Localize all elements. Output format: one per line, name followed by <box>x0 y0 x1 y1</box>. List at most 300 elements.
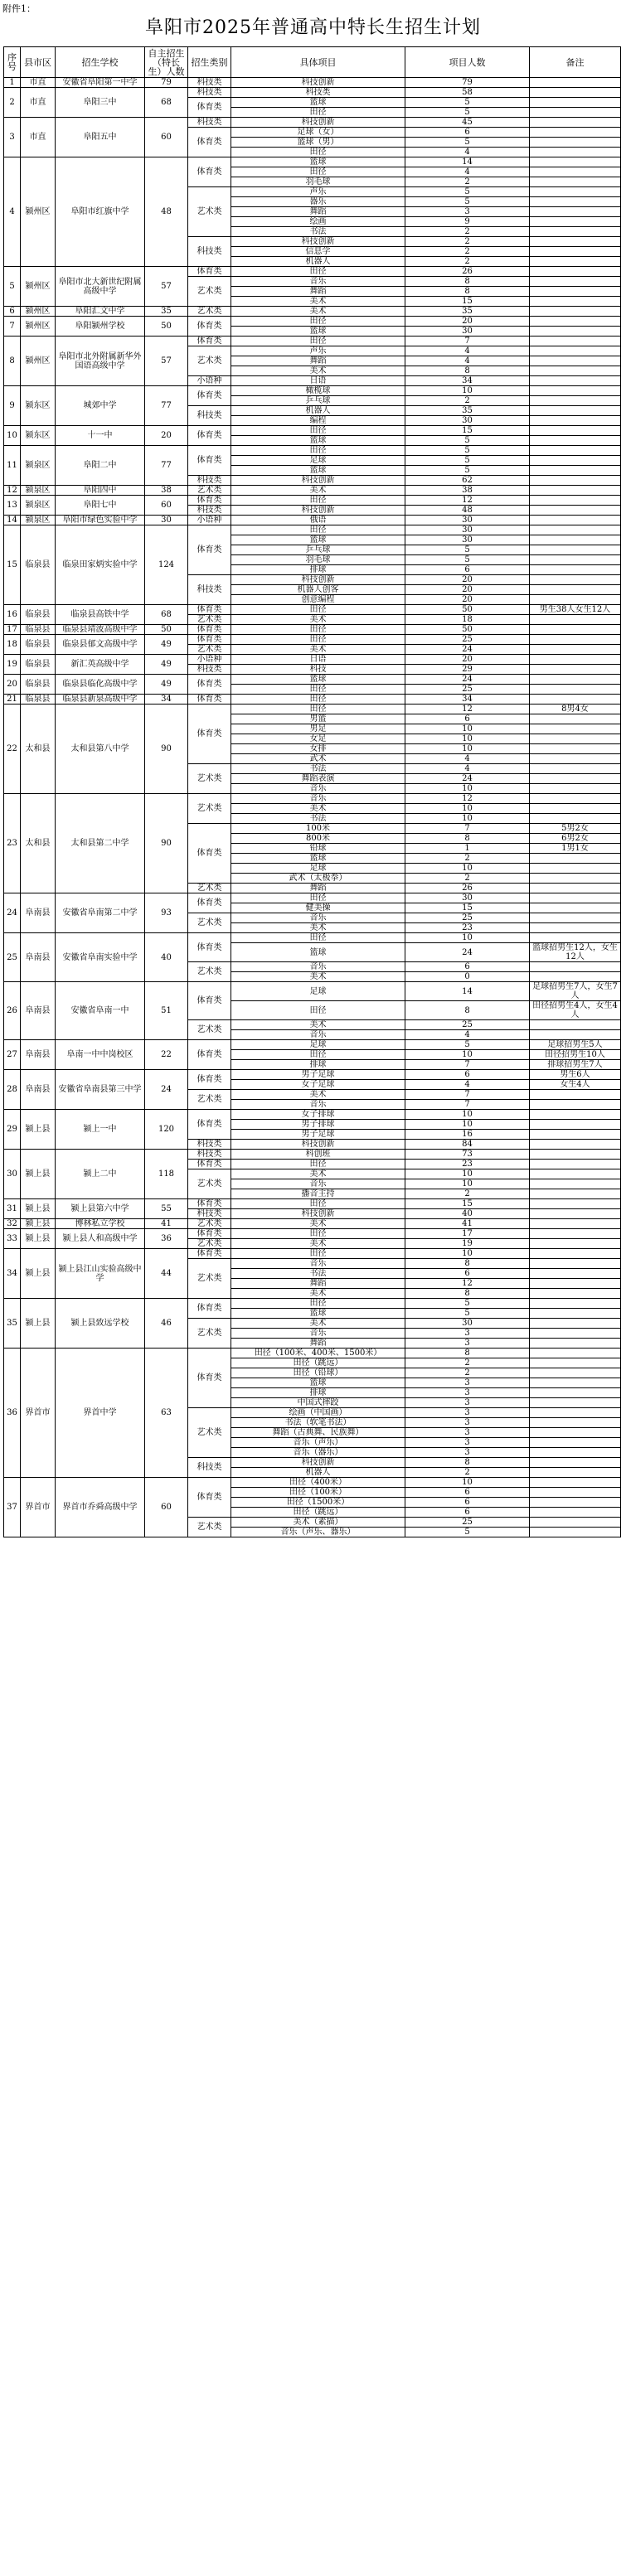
remark <box>530 1518 621 1528</box>
project: 田径（400米） <box>231 1478 405 1488</box>
project-count: 4 <box>405 356 530 366</box>
remark <box>530 257 621 267</box>
table-row <box>4 635 621 645</box>
category: 艺术类 <box>188 913 231 933</box>
table-row <box>4 1299 621 1309</box>
category: 艺术类 <box>188 307 231 317</box>
remark <box>530 714 621 724</box>
remark <box>530 1289 621 1299</box>
plan-table-container <box>3 46 621 1537</box>
plan-table-body <box>4 78 621 1537</box>
project: 创意编程 <box>231 595 405 605</box>
project: 篮球 <box>231 327 405 337</box>
project-count: 2 <box>405 396 530 406</box>
header-county: 县市区 <box>21 47 56 78</box>
project-count: 15 <box>405 903 530 913</box>
table-row <box>4 1249 621 1259</box>
remark: 5男2女 <box>530 824 621 834</box>
project: 信息学 <box>231 247 405 257</box>
remark <box>530 1209 621 1219</box>
project-count: 10 <box>405 744 530 754</box>
project-count: 5 <box>405 1528 530 1537</box>
remark <box>530 406 621 416</box>
table-row <box>4 317 621 327</box>
county: 颍州区 <box>21 337 56 386</box>
project: 音乐 <box>231 1179 405 1189</box>
project: 美术（素描） <box>231 1518 405 1528</box>
row-number: 28 <box>4 1070 21 1110</box>
county: 界首市 <box>21 1478 56 1537</box>
table-row <box>4 486 621 496</box>
row-number: 23 <box>4 794 21 893</box>
school-total: 90 <box>145 794 188 893</box>
project-count: 10 <box>405 386 530 396</box>
remark <box>530 665 621 675</box>
remark <box>530 157 621 167</box>
project-count: 2 <box>405 227 530 237</box>
project: 科技创新 <box>231 575 405 585</box>
project-count: 30 <box>405 416 530 426</box>
county: 颍上县 <box>21 1219 56 1229</box>
project: 田径 <box>231 525 405 535</box>
remark <box>530 615 621 625</box>
project-count: 20 <box>405 317 530 327</box>
project-count: 10 <box>405 1478 530 1488</box>
category: 体育类 <box>188 1160 231 1169</box>
remark <box>530 327 621 337</box>
project-count: 2 <box>405 257 530 267</box>
project: 美术 <box>231 1239 405 1249</box>
remark: 田径招男生4人，女生4人 <box>530 1001 621 1020</box>
remark <box>530 1408 621 1418</box>
remark <box>530 1269 621 1279</box>
remark <box>530 1488 621 1498</box>
project: 美术 <box>231 1289 405 1299</box>
school-total: 79 <box>145 78 188 88</box>
project: 音乐 <box>231 1030 405 1040</box>
category: 体育类 <box>188 675 231 695</box>
project-count: 5 <box>405 197 530 207</box>
remark <box>530 774 621 784</box>
project: 书法 <box>231 1269 405 1279</box>
table-row <box>4 695 621 705</box>
project: 800米 <box>231 834 405 844</box>
county: 颍上县 <box>21 1249 56 1299</box>
row-number: 13 <box>4 496 21 516</box>
category: 科技类 <box>188 78 231 88</box>
project: 篮球 <box>231 157 405 167</box>
remark <box>530 197 621 207</box>
project: 音乐 <box>231 794 405 804</box>
project-count: 8 <box>405 1458 530 1468</box>
project-count: 10 <box>405 1169 530 1179</box>
remark <box>530 1388 621 1398</box>
project: 音乐 <box>231 1259 405 1269</box>
remark <box>530 356 621 366</box>
table-row <box>4 1219 621 1229</box>
category: 体育类 <box>188 128 231 157</box>
remark <box>530 138 621 148</box>
project: 播音主持 <box>231 1189 405 1199</box>
project-count: 3 <box>405 1398 530 1408</box>
remark <box>530 874 621 884</box>
project: 音乐 <box>231 784 405 794</box>
remark <box>530 565 621 575</box>
remark <box>530 764 621 774</box>
table-row <box>4 1040 621 1050</box>
project-count: 20 <box>405 575 530 585</box>
project: 科技创新 <box>231 1458 405 1468</box>
remark <box>530 1528 621 1537</box>
table-row <box>4 1150 621 1160</box>
project: 篮球（男） <box>231 138 405 148</box>
project: 美术 <box>231 297 405 307</box>
project-count: 23 <box>405 923 530 933</box>
remark <box>530 1229 621 1239</box>
county: 太和县 <box>21 794 56 893</box>
project-count: 3 <box>405 1329 530 1339</box>
project-count: 2 <box>405 177 530 187</box>
project: 舞蹈 <box>231 884 405 893</box>
table-row <box>4 426 621 436</box>
remark <box>530 207 621 217</box>
project: 排球 <box>231 1060 405 1070</box>
project: 舞蹈 <box>231 1339 405 1349</box>
remark <box>530 1378 621 1388</box>
project-count: 5 <box>405 456 530 466</box>
project-count: 3 <box>405 1428 530 1438</box>
table-row <box>4 1070 621 1080</box>
project: 100米 <box>231 824 405 834</box>
project-count: 24 <box>405 645 530 655</box>
project-count: 5 <box>405 1299 530 1309</box>
row-number: 22 <box>4 705 21 794</box>
row-number: 17 <box>4 625 21 635</box>
category: 艺术类 <box>188 1090 231 1110</box>
project-count: 6 <box>405 565 530 575</box>
county: 颍上县 <box>21 1229 56 1249</box>
remark <box>530 854 621 864</box>
project-count: 6 <box>405 1498 530 1508</box>
table-row <box>4 386 621 396</box>
project-count: 10 <box>405 864 530 874</box>
project: 足球 <box>231 456 405 466</box>
remark <box>530 1219 621 1229</box>
remark <box>530 267 621 277</box>
project: 美术 <box>231 645 405 655</box>
table-row <box>4 794 621 804</box>
county: 颍东区 <box>21 386 56 426</box>
remark <box>530 695 621 705</box>
category: 体育类 <box>188 982 231 1020</box>
remark <box>530 1358 621 1368</box>
remark <box>530 1398 621 1408</box>
project-count: 79 <box>405 78 530 88</box>
project: 田径 <box>231 108 405 118</box>
remark <box>530 187 621 197</box>
table-row <box>4 337 621 346</box>
category: 体育类 <box>188 1229 231 1239</box>
project-count: 4 <box>405 346 530 356</box>
project-count: 10 <box>405 724 530 734</box>
remark <box>530 784 621 794</box>
project-count: 16 <box>405 1130 530 1140</box>
category: 体育类 <box>188 1040 231 1070</box>
county: 太和县 <box>21 705 56 794</box>
project: 音乐（声乐、器乐） <box>231 1528 405 1537</box>
row-number: 2 <box>4 88 21 118</box>
project-count: 25 <box>405 1518 530 1528</box>
category: 体育类 <box>188 1249 231 1259</box>
county: 颍上县 <box>21 1299 56 1349</box>
remark <box>530 1319 621 1329</box>
category: 科技类 <box>188 575 231 605</box>
project: 机器人 <box>231 1468 405 1478</box>
category: 体育类 <box>188 605 231 615</box>
remark <box>530 177 621 187</box>
remark <box>530 1239 621 1249</box>
project: 羽毛球 <box>231 177 405 187</box>
row-number: 20 <box>4 675 21 695</box>
school-total: 44 <box>145 1249 188 1299</box>
project: 女排 <box>231 744 405 754</box>
project-count: 40 <box>405 1209 530 1219</box>
remark: 篮球招男生12人，女生12人 <box>530 943 621 962</box>
project: 橄榄球 <box>231 386 405 396</box>
remark <box>530 1199 621 1209</box>
county: 市直 <box>21 78 56 88</box>
category: 科技类 <box>188 1140 231 1150</box>
project-count: 29 <box>405 665 530 675</box>
category: 体育类 <box>188 625 231 635</box>
remark <box>530 1020 621 1030</box>
project: 篮球 <box>231 675 405 685</box>
project: 音乐 <box>231 1100 405 1110</box>
project-count: 3 <box>405 1408 530 1418</box>
county: 颍泉区 <box>21 446 56 486</box>
row-number: 30 <box>4 1150 21 1199</box>
remark <box>530 1448 621 1458</box>
project: 健美操 <box>231 903 405 913</box>
school-total: 48 <box>145 157 188 267</box>
project-count: 14 <box>405 982 530 1001</box>
school-total: 118 <box>145 1150 188 1199</box>
remark <box>530 426 621 436</box>
county: 颍州区 <box>21 157 56 267</box>
row-number: 37 <box>4 1478 21 1537</box>
project: 田径（1500米） <box>231 1498 405 1508</box>
remark <box>530 804 621 814</box>
category: 体育类 <box>188 1199 231 1209</box>
category: 科技类 <box>188 118 231 128</box>
school-total: 60 <box>145 496 188 516</box>
project-count: 5 <box>405 1309 530 1319</box>
remark <box>530 1349 621 1358</box>
project: 绘画（中国画） <box>231 1408 405 1418</box>
school-name: 颍上县江山实验高级中学 <box>56 1249 145 1299</box>
project-count: 5 <box>405 98 530 108</box>
row-number: 8 <box>4 337 21 386</box>
project-count: 2 <box>405 1468 530 1478</box>
table-row <box>4 88 621 98</box>
remark <box>530 1428 621 1438</box>
project-count: 5 <box>405 138 530 148</box>
school-total: 35 <box>145 307 188 317</box>
project: 田径 <box>231 1199 405 1209</box>
remark <box>530 277 621 287</box>
county: 临泉县 <box>21 675 56 695</box>
remark <box>530 1438 621 1448</box>
remark <box>530 297 621 307</box>
project-count: 10 <box>405 933 530 943</box>
project: 田径 <box>231 685 405 695</box>
category: 体育类 <box>188 446 231 476</box>
category: 科技类 <box>188 1150 231 1160</box>
category: 艺术类 <box>188 1219 231 1229</box>
county: 临泉县 <box>21 625 56 635</box>
remark <box>530 167 621 177</box>
project-count: 4 <box>405 764 530 774</box>
row-number: 32 <box>4 1219 21 1229</box>
project: 排球 <box>231 1388 405 1398</box>
category: 体育类 <box>188 525 231 575</box>
project: 科技创新 <box>231 1140 405 1150</box>
remark: 田径招男生10人 <box>530 1050 621 1060</box>
category: 艺术类 <box>188 1319 231 1349</box>
project-count: 3 <box>405 1339 530 1349</box>
project-count: 1 <box>405 844 530 854</box>
project-count: 35 <box>405 307 530 317</box>
remark <box>530 903 621 913</box>
remark <box>530 1110 621 1120</box>
school-name: 颍上县人和高级中学 <box>56 1229 145 1249</box>
category: 体育类 <box>188 695 231 705</box>
remark <box>530 118 621 128</box>
project-count: 18 <box>405 615 530 625</box>
row-number: 36 <box>4 1349 21 1478</box>
project: 美术 <box>231 486 405 496</box>
remark <box>530 913 621 923</box>
remark <box>530 525 621 535</box>
project: 女子足球 <box>231 1080 405 1090</box>
remark <box>530 1179 621 1189</box>
remark <box>530 346 621 356</box>
remark <box>530 744 621 754</box>
school-name: 博林私立学校 <box>56 1219 145 1229</box>
project-count: 10 <box>405 1249 530 1259</box>
remark: 1男1女 <box>530 844 621 854</box>
school-total: 46 <box>145 1299 188 1349</box>
project-count: 8 <box>405 277 530 287</box>
category: 体育类 <box>188 337 231 346</box>
project-count: 23 <box>405 1160 530 1169</box>
project: 绘画 <box>231 217 405 227</box>
row-number: 26 <box>4 982 21 1040</box>
project: 科技创新 <box>231 237 405 247</box>
category: 艺术类 <box>188 277 231 307</box>
category: 艺术类 <box>188 1259 231 1299</box>
table-row <box>4 525 621 535</box>
table-row <box>4 605 621 615</box>
school-name: 颍上县第六中学 <box>56 1199 145 1219</box>
school-name: 阜阳市绿色实验中学 <box>56 516 145 525</box>
school-name: 十一中 <box>56 426 145 446</box>
remark <box>530 864 621 874</box>
project: 篮球 <box>231 98 405 108</box>
remark <box>530 962 621 972</box>
project-count: 6 <box>405 962 530 972</box>
school-total: 124 <box>145 525 188 605</box>
county: 临泉县 <box>21 695 56 705</box>
school-total: 90 <box>145 705 188 794</box>
project: 科技创新 <box>231 506 405 516</box>
table-row <box>4 307 621 317</box>
project-count: 5 <box>405 108 530 118</box>
header-project: 具体项目 <box>231 47 405 78</box>
category: 体育类 <box>188 496 231 506</box>
remark <box>530 1299 621 1309</box>
remark <box>530 1418 621 1428</box>
project: 日语 <box>231 655 405 665</box>
table-row <box>4 705 621 714</box>
school-total: 34 <box>145 695 188 705</box>
header-row <box>4 47 621 78</box>
category: 艺术类 <box>188 1408 231 1458</box>
project-count: 34 <box>405 376 530 386</box>
county: 颍上县 <box>21 1110 56 1150</box>
remark <box>530 217 621 227</box>
project: 田径 <box>231 893 405 903</box>
county: 临泉县 <box>21 635 56 655</box>
project: 男足 <box>231 724 405 734</box>
remark <box>530 1100 621 1110</box>
project: 科技类 <box>231 88 405 98</box>
category: 体育类 <box>188 98 231 118</box>
remark <box>530 237 621 247</box>
project: 田径 <box>231 267 405 277</box>
category: 艺术类 <box>188 486 231 496</box>
project: 铅球 <box>231 844 405 854</box>
project: 足球 <box>231 1040 405 1050</box>
county: 阜南县 <box>21 1070 56 1110</box>
project: 田径（铅球） <box>231 1368 405 1378</box>
school-name: 阜南一中中岗校区 <box>56 1040 145 1070</box>
project-count: 12 <box>405 1279 530 1289</box>
project-count: 10 <box>405 1179 530 1189</box>
project: 俄语 <box>231 516 405 525</box>
project: 科技创新 <box>231 1209 405 1219</box>
county: 颍东区 <box>21 426 56 446</box>
school-name: 阜阳市北外附属新华外国语高级中学 <box>56 337 145 386</box>
school-name: 安徽省阜南第二中学 <box>56 893 145 933</box>
header-school: 招生学校 <box>56 47 145 78</box>
remark <box>530 416 621 426</box>
school-name: 颍上县致远学校 <box>56 1299 145 1349</box>
remark: 男生38人女生12人 <box>530 605 621 615</box>
category: 科技类 <box>188 665 231 675</box>
category: 小语种 <box>188 655 231 665</box>
project-count: 38 <box>405 486 530 496</box>
table-row <box>4 1478 621 1488</box>
project-count: 4 <box>405 754 530 764</box>
school-total: 20 <box>145 426 188 446</box>
remark: 6男2女 <box>530 834 621 844</box>
school-total: 57 <box>145 267 188 307</box>
remark <box>530 724 621 734</box>
project: 田径 <box>231 446 405 456</box>
category: 体育类 <box>188 157 231 187</box>
project-count: 6 <box>405 1488 530 1498</box>
